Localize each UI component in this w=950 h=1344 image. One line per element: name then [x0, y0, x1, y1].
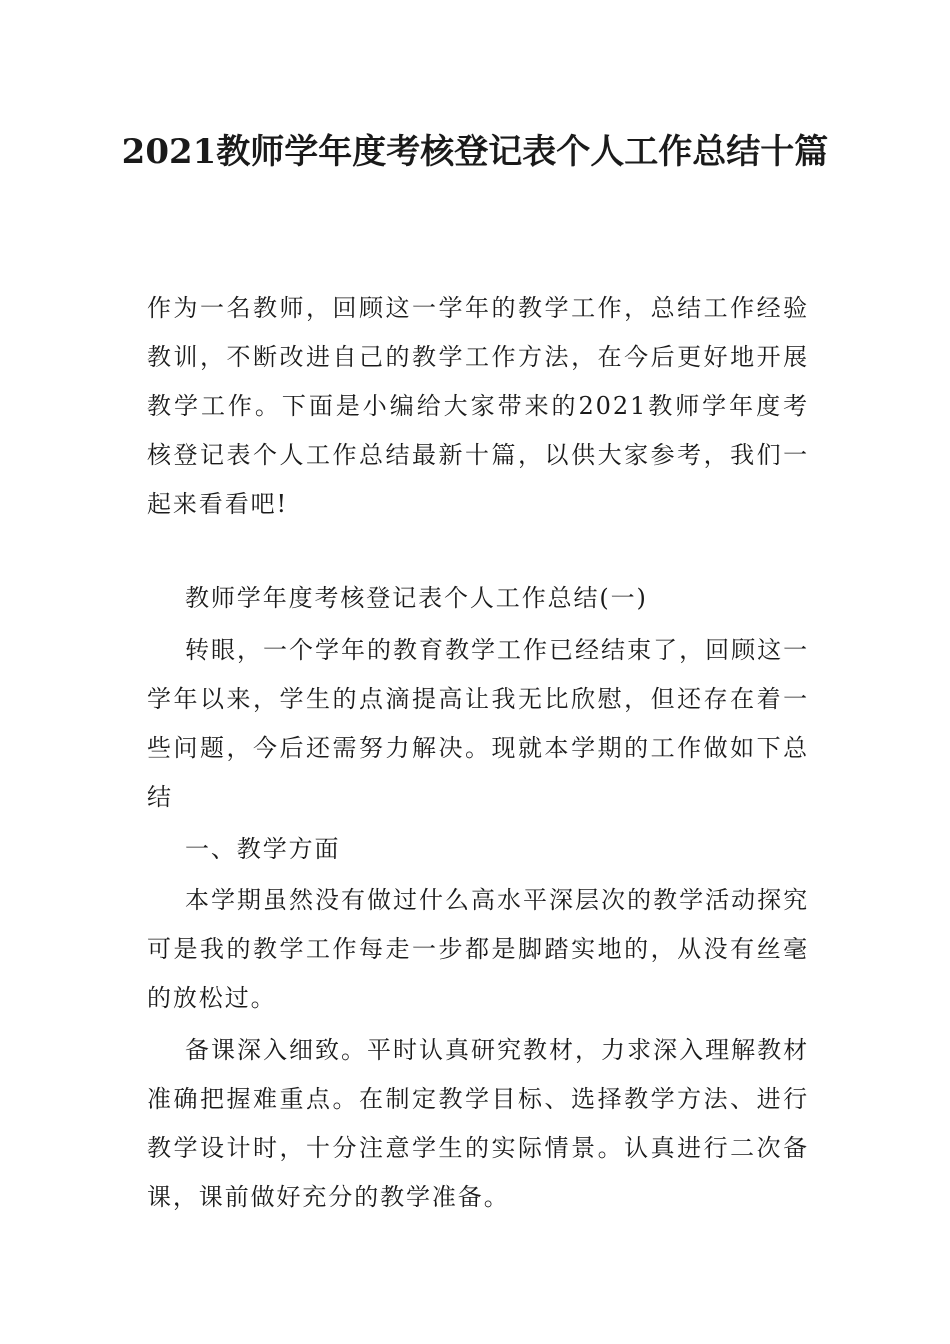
paragraph-1: 转眼，一个学年的教育教学工作已经结束了，回顾这一学年以来，学生的点滴提高让我无比欣慰，但还存在着一些问题，今后还需努力解决。现就本学期的工作做如下总结 [147, 636, 809, 811]
paragraph-2: 本学期虽然没有做过什么高水平深层次的教学活动探究可是我的教学工作每走一步都是脚踏实地的，从没有丝毫的放松过。 [147, 886, 809, 1012]
heading-teaching: 一、教学方面 [185, 835, 341, 863]
intro-paragraph: 作为一名教师，回顾这一学年的教学工作，总结工作经验教训，不断改进自己的教学工作方法，在今后更好地开展教学工作。下面是小编给大家带来的2021教师学年度考核登记表个人工作总结最新十篇，以供大家参考，我们一起来看看吧! [147, 294, 809, 518]
section-title: 教师学年度考核登记表个人工作总结(一) [185, 584, 648, 612]
document-title: 2021教师学年度考核登记表个人工作总结十篇 [121, 132, 829, 172]
paragraph-3: 备课深入细致。平时认真研究教材，力求深入理解教材准确把握难重点。在制定教学目标、选择教学方法、进行教学设计时，十分注意学生的实际情景。认真进行二次备课，课前做好充分的教学准备。 [147, 1036, 809, 1211]
